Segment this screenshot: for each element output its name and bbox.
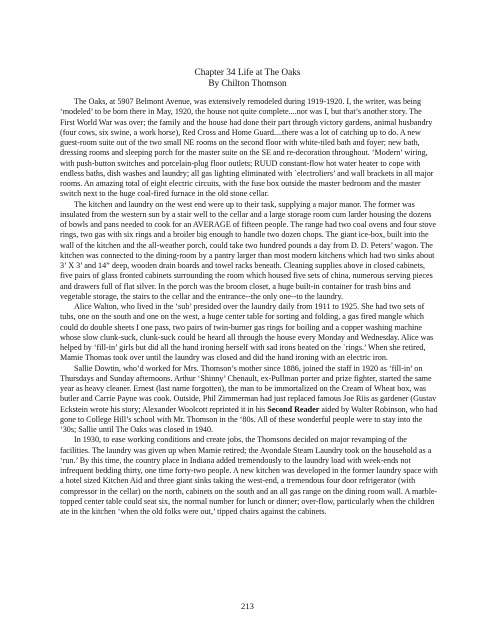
chapter-byline: By Chilton Thomson <box>208 79 287 89</box>
chapter-title: Chapter 34 Life at The Oaks <box>194 68 301 78</box>
body-text <box>60 97 438 517</box>
paragraph <box>60 200 438 303</box>
paragraph-text: In 1930, to ease working conditions and create jobs, the Thomsons decided on major revamping of the facilities. The laundry was given up when Mamie retired; the Avondale Steam Laundry took on the household as a ‘run.’ By this time, the country place in Indiana added tremendously to the laundry load with week-ends not infrequent bedding thirty, one time forty-two people. A new kitchen was developed in the former laundry space with a hotel sized Kitchen Aid and three giant sinks taking the west-end, a tremendous four door refrigerator (with compressor in the cellar) on the north, cabinets on the south and an all gas range on the dining room wall. A marble-topped center table could seat six, the normal number for lunch or dinner; over-flow, particularly when the children ate in the kitchen ‘when the old folks were out,’ tipped chairs against the cabinets. <box>60 435 438 516</box>
paragraph-text: Sallie Dowtin, who’d worked for Mrs. Thomson’s mother since 1886, joined the staff in 1920 as ‘fill-in’ on Thursdays and Sunday afternoons. Arthur ‘Shinny’ Chenault, ex-Pullman porter and prize fighter, started the same year as heavy cleaner. Ernest (last name forgotten), the man to be immortalized on the Cream of Wheat box, was butler and Carrie Payne was cook. Outside, Phil Zimmerman had just replaced famous Joe Riis as gardener (Gustav Eckstein wrote his story; Alexander Woolcott reprinted it in his <box>60 363 437 414</box>
paragraph-text: The Oaks, at 5907 Belmont Avenue, was extensively remodeled during 1919-1920. I, the writer, was being ‘modeled’ to be born there in May, 1920, the house not quite complete....nor was I, but that’s another story. The First World War was over; the family and the house had done their part through victory gardens, animal husbandry (four cows, six swine, a work horse), Red Cross and Home Guard....there was a lot of catching up to do. A new guest-room suite out of the two small NE rooms on the second floor with white-tiled bath and foyer; new bath, dressing rooms and sleeping porch for the master suite on the SE and re-decoration throughout. ‘Modern’ wiring, with push-button switches and porcelain-plug floor outlets; RUUD constant-flow hot water heater to cope with endless baths, dish washes and laundry; all gas lighting eliminated with `electroliers’ and wall brackets in all major rooms. An amazing total of eight electric circuits, with the fuse box outside the master bedroom and the master switch next to the huge coal-fired furnace in the old stone cellar. <box>60 97 434 199</box>
page-number: 213 <box>241 601 254 611</box>
paragraph-text: The kitchen and laundry on the west end were up to their task, supplying a major manor. The former was insulated from the western sun by a stair well to the cellar and a large storage room cum larder housing the dozens of bowls and pans needed to cook for an AVERAGE of fifteen people. The range had two coal ovens and four stove rings, two gas with six rings and a broiler big enough to handle two dozen chops. The giant ice-box, built into the wall of the kitchen and the all-weather porch, could take two hundred pounds a day from D. D. Peters’ wagon. The kitchen was connected to the dining-room by a pantry larger than most modern kitchens which had two sinks about 3’ X 3’ and 14” deep, wooden drain boards and towel racks beneath. Cleaning supplies above in closed cabinets, five pairs of glass fronted cabinets surrounding the room which housed five sets of china, numerous serving pieces and drawers full of flat silver. In the porch was the broom closet, a huge built-in container for trash bins and vegetable storage, the stairs to the cellar and the entrance--the only one--to the laundry. <box>60 199 437 301</box>
chapter-header <box>0 68 495 90</box>
book-title: Second Reader <box>267 404 320 414</box>
paragraph <box>60 302 438 364</box>
paragraph <box>60 97 438 200</box>
paragraph-text: aided by Walter Robinson, who had gone to College Hill’s school with Mr. Thomson in the ‘80s. All of these wonderful people were to stay into the ‘30s; Sallie until The Oaks was closed in 1940. <box>60 404 438 434</box>
paragraph-text: Alice Walton, who lived in the ‘sub’ presided over the laundry daily from 1911 to 1925. She had two sets of tubs, one on the south and one on the west, a huge center table for sorting and folding, a gas fired mangle which could do double sheets I one pass, two pairs of twin-burner gas rings for boiling and a copper washing machine whose slow clunk-suck, clunk-suck could be heard all through the house every Monday and Wednesday. Alice was helped by ‘fill-in’ girls but did all the hand ironing herself with sad irons heated on the `rings.’ When she retired, Mamie Thomas took over until the laundry was closed and did the hand ironing with an electric iron. <box>60 302 434 363</box>
paragraph <box>60 364 438 436</box>
paragraph <box>60 435 438 517</box>
